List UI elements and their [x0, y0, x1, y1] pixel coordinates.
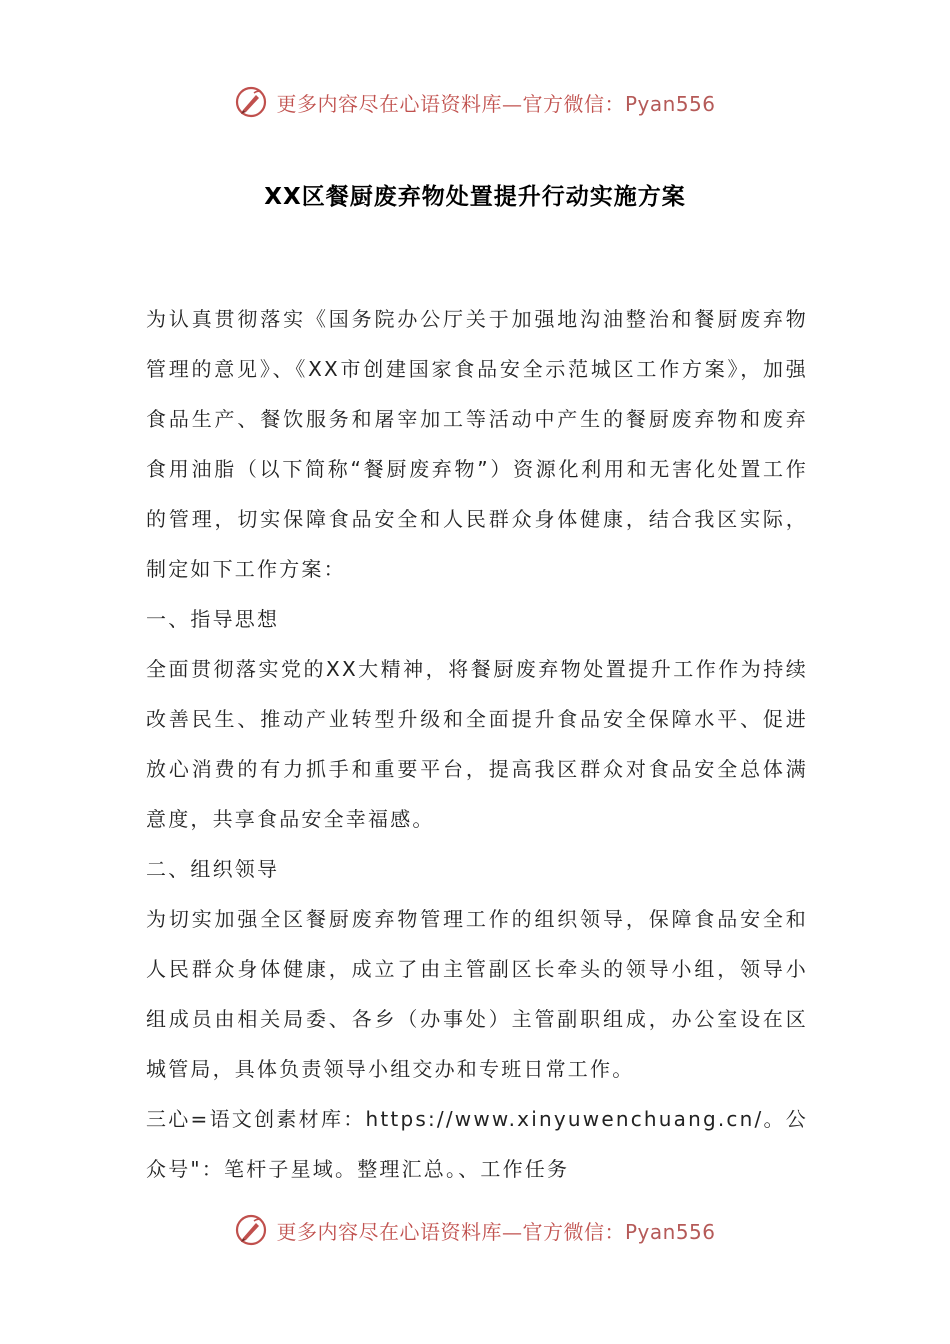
watermark-contact-id: Pyan556 — [624, 1219, 716, 1244]
watermark-site: 更多内容尽在心语资料库 — [276, 91, 502, 116]
watermark-contact-label: 官方微信： — [522, 91, 625, 116]
watermark-dash: — — [501, 91, 523, 116]
document-body — [146, 294, 808, 1194]
section-heading-guiding-ideology: 一、指导思想 — [146, 607, 280, 631]
footer-watermark — [0, 1208, 950, 1252]
document-title: XX区餐厨废弃物处置提升行动实施方案 — [264, 184, 686, 210]
pen-logo-icon — [234, 1213, 268, 1247]
guiding-ideology-paragraph: 全面贯彻落实党的XX大精神，将餐厨废弃物处置提升工作作为持续改善民生、推动产业转型升级和全面提升食品安全保障水平、促进放心消费的有力抓手和重要平台，提高我区群众对食品安全总体满意度，共享食品安全幸福感。 — [146, 657, 808, 831]
watermark-dash: — — [501, 1219, 523, 1244]
organization-paragraph: 为切实加强全区餐厨废弃物管理工作的组织领导，保障食品安全和人民群众身体健康，成立了由主管副区长牵头的领导小组，领导小组成员由相关局委、各乡（办事处）主管副职组成，办公室设在区城管局，具体负责领导小组交办和专班日常工作。 — [146, 907, 808, 1081]
header-watermark — [0, 80, 950, 124]
footer-note-paragraph: 三心=语文创素材库：https://www.xinyuwenchuang.cn/。公众号"：笔杆子星域。整理汇总。、工作任务 — [146, 1107, 808, 1181]
intro-paragraph: 为认真贯彻落实《国务院办公厅关于加强地沟油整治和餐厨废弃物管理的意见》、《XX市创建国家食品安全示范城区工作方案》，加强食品生产、餐饮服务和屠宰加工等活动中产生的餐厨废弃物和废弃食用油脂（以下简称“餐厨废弃物”）资源化利用和无害化处置工作的管理，切实保障食品安全和人民群众身体健康，结合我区实际，制定如下工作方案： — [146, 307, 808, 581]
pen-logo-icon — [234, 85, 268, 119]
watermark-contact-id: Pyan556 — [624, 91, 716, 116]
section-heading-organization: 二、组织领导 — [146, 857, 280, 881]
watermark-text — [276, 1216, 715, 1245]
watermark-text — [276, 88, 715, 117]
watermark-contact-label: 官方微信： — [522, 1219, 625, 1244]
watermark-site: 更多内容尽在心语资料库 — [276, 1219, 502, 1244]
